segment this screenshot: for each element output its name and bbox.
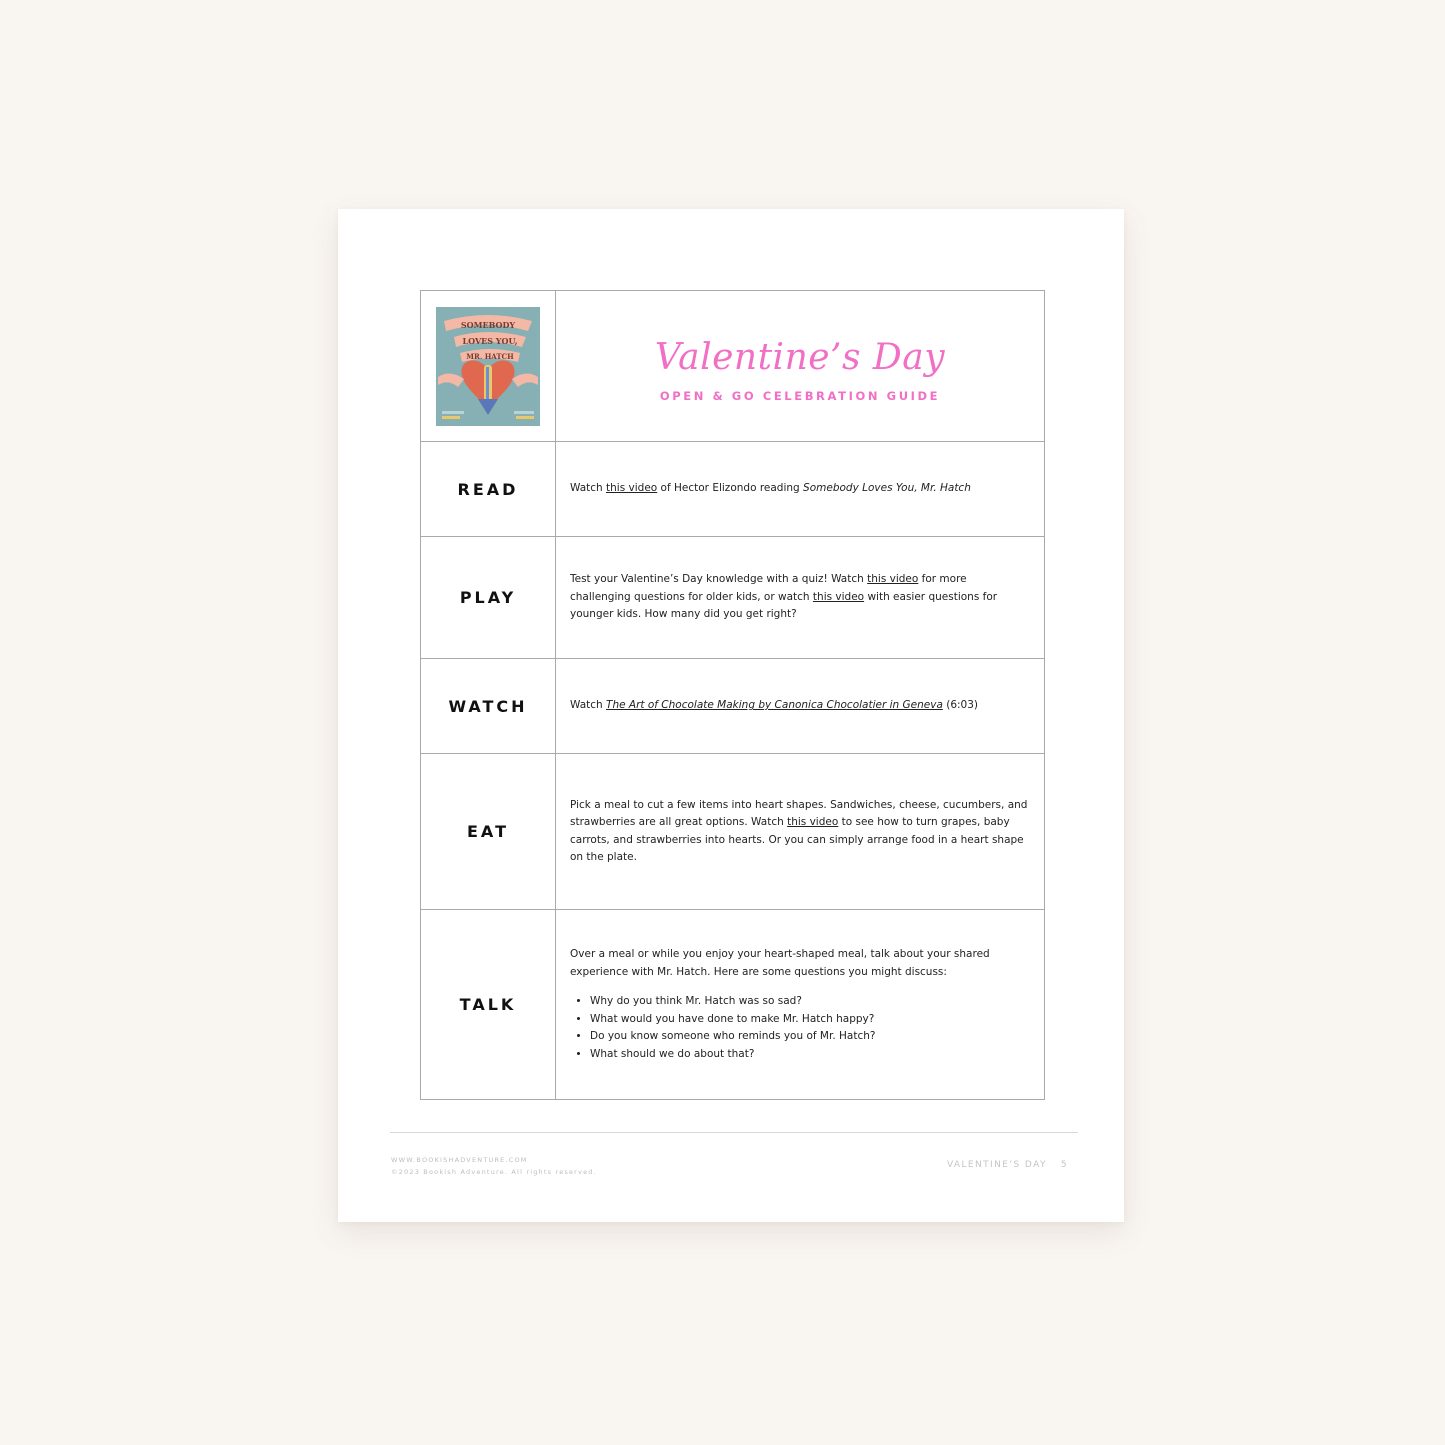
talk-intro: Over a meal or while you enjoy your heart-shaped meal, talk about your shared experience with Mr. Hatch. Here are some questions you might discuss: (570, 948, 990, 978)
footer-divider (390, 1132, 1078, 1133)
activity-table (420, 290, 1045, 1100)
talk-question: • Do you know someone who reminds you of Mr. Hatch? (590, 1028, 1030, 1046)
eat-content (556, 754, 1044, 909)
play-text (570, 571, 1030, 624)
watch-video-link[interactable]: The Art of Chocolate Making by Canonica Chocolatier in Geneva (606, 699, 943, 712)
watch-label: WATCH (448, 696, 528, 716)
talk-question-list (570, 993, 1030, 1063)
footer-left (391, 1154, 597, 1178)
eat-text-post: to see how to turn grapes, baby carrots, and strawberries into hearts. Or you can simply arrange food in a heart shape on the plate. (570, 816, 1024, 863)
watch-text (570, 697, 978, 715)
book-cover-illustration (436, 307, 540, 426)
footer-copyright: ©2023 Bookish Adventure. All rights reserved. (391, 1168, 597, 1176)
talk-question: • What would you have done to make Mr. Hatch happy? (590, 1011, 1030, 1029)
header-row (421, 291, 1044, 441)
play-label-cell (421, 537, 556, 658)
footer-page-number: 5 (1060, 1160, 1068, 1170)
page-title: Valentine’s Day (654, 337, 946, 378)
talk-label: TALK (459, 995, 517, 1014)
play-row (421, 536, 1044, 658)
watch-label-cell (421, 659, 556, 753)
eat-label-cell (421, 754, 556, 909)
talk-row (421, 909, 1044, 1099)
play-text-mid: for more challenging questions for older kids, or watch (570, 573, 967, 603)
read-row (421, 441, 1044, 536)
book-cover-image (436, 307, 540, 426)
read-text-mid: of Hector Elizondo reading (657, 482, 804, 495)
eat-text (570, 797, 1030, 867)
watch-content (556, 659, 1044, 753)
read-video-link[interactable]: this video (606, 482, 658, 495)
footer-section-title: VALENTINE’S DAY (946, 1160, 1047, 1170)
read-content (556, 442, 1044, 536)
watch-text-post: (6:03) (942, 699, 978, 712)
read-text-pre: Watch (570, 482, 607, 495)
footer-right (947, 1160, 1068, 1170)
talk-question: • Why do you think Mr. Hatch was so sad? (590, 993, 1030, 1011)
watch-text-pre: Watch (570, 699, 607, 712)
read-text (570, 480, 971, 498)
play-video-link-younger[interactable]: this video (812, 590, 865, 603)
watch-row (421, 658, 1044, 753)
title-block (556, 291, 1044, 441)
read-label: READ (457, 479, 519, 499)
play-content (556, 537, 1044, 658)
footer-website[interactable]: WWW.BOOKISHADVENTURE.COM (391, 1156, 528, 1164)
read-label-cell (421, 442, 556, 536)
book-cover-cell (421, 291, 556, 441)
guide-page (338, 209, 1124, 1222)
play-text-pre: Test your Valentine’s Day knowledge with a quiz! Watch (570, 573, 868, 586)
read-book-title: Somebody Loves You, Mr. Hatch (803, 482, 971, 495)
svg-text:SOMEBODY: SOMEBODY (460, 319, 516, 330)
talk-question: • What should we do about that? (590, 1046, 1030, 1064)
eat-label: EAT (467, 822, 509, 841)
talk-block (570, 946, 1030, 1063)
svg-text:MR. HATCH: MR. HATCH (466, 351, 514, 361)
talk-content (556, 910, 1044, 1099)
eat-video-link[interactable]: this video (787, 816, 839, 828)
eat-text-pre: Pick a meal to cut a few items into heart shapes. Sandwiches, cheese, cucumbers, and strawberries are all great options. Watch (570, 798, 1028, 828)
play-label: PLAY (459, 588, 517, 607)
eat-row (421, 753, 1044, 909)
play-text-post: with easier questions for younger kids. How many did you get right? (570, 590, 998, 621)
svg-text:LOVES YOU,: LOVES YOU, (462, 335, 518, 346)
play-video-link-older[interactable]: this video (867, 573, 919, 586)
page-subtitle: OPEN & GO CELEBRATION GUIDE (659, 389, 941, 403)
talk-label-cell (421, 910, 556, 1099)
